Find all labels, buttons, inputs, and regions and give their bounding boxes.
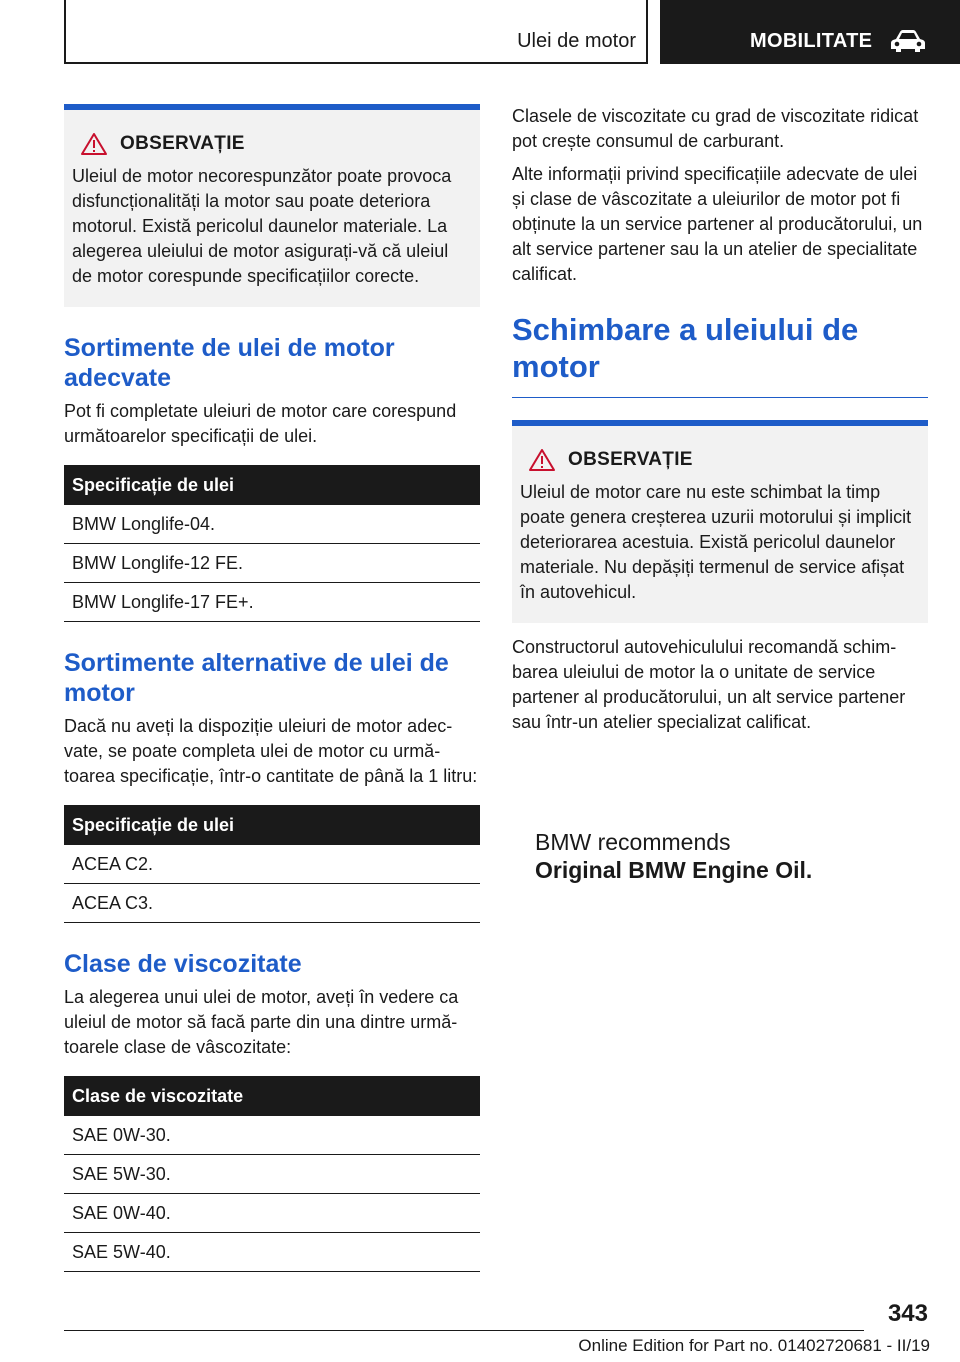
warning-box [512, 420, 928, 623]
table-header: Clase de viscozitate [64, 1076, 480, 1116]
header-chapter-title: MOBILITATE [750, 30, 873, 52]
footer-edition: Online Edition for Part no. 01402720681 - II/19 [578, 1336, 930, 1355]
car-icon [890, 28, 926, 54]
left-column [64, 104, 480, 1272]
table-cell: SAE 0W-40. [64, 1194, 480, 1233]
table-row [64, 1116, 480, 1155]
warning-body: Uleiul de motor necorespunzător poate provoca disfuncționalități la motor sau poate deteriora motorul. Există pericolul daunelor materiale. La alegerea uleiului de motor asigurați-vă că uleiul de motor corespunde specificațiilor corecte. [72, 166, 452, 286]
table-cell: BMW Longlife-12 FE. [64, 544, 480, 583]
viscosity-table [64, 1076, 480, 1272]
table-row [64, 544, 480, 583]
table-cell: SAE 5W-30. [64, 1155, 480, 1194]
viscosity-consumption-text: Clasele de viscozitate cu grad de viscozitate ridicat pot crește consumul de carburant. [512, 106, 919, 151]
suitable-oils-text: Pot fi completate uleiuri de motor care corespund următoarelor specificații de ulei. [64, 401, 457, 446]
right-column [512, 104, 928, 743]
table-cell: ACEA C3. [64, 884, 480, 923]
warning-title: OBSERVAȚIE [568, 449, 693, 470]
table-row [64, 583, 480, 622]
page-number: 343 [887, 1300, 928, 1327]
header-section-box [64, 0, 648, 64]
alternative-oils-table [64, 805, 480, 923]
warning-title: OBSERVAȚIE [120, 133, 245, 154]
table-cell: BMW Longlife-04. [64, 505, 480, 544]
header-chapter-box [660, 0, 960, 64]
warning-triangle-icon [80, 132, 108, 156]
table-header: Specificație de ulei [64, 465, 480, 505]
alternative-oils-text: Dacă nu aveți la dispoziție uleiuri de motor adecvate, se poate completa ulei de motor cu următoarea specificație, într-o cantitate de până la 1 litru: [64, 716, 478, 786]
promo-line-1: BMW recommends [535, 829, 731, 855]
table-header: Specificație de ulei [64, 805, 480, 845]
oil-change-heading: Schimbare a uleiului de motor [512, 311, 928, 398]
table-row [64, 1155, 480, 1194]
table-cell: SAE 5W-40. [64, 1233, 480, 1272]
warning-header [80, 132, 472, 156]
specifications-info-text: Alte informații privind specificațiile adecvate de ulei și clase de vâscozitate a uleiurilor de motor pot fi obținute la un service partener al producătorului, un alt service partener sau la un atelier de specialitate calificat. [512, 164, 923, 284]
alternative-oils-heading: Sortimente alternative de ulei de motor [64, 649, 449, 707]
warning-header [528, 448, 920, 472]
viscosity-text: La alegerea unui ulei de motor, aveți în vedere ca uleiul de motor să facă parte din una dintre următoarele clase de vâscozitate: [64, 987, 459, 1057]
table-cell: SAE 0W-30. [64, 1116, 480, 1155]
warning-body: Uleiul de motor care nu este schimbat la timp poate genera creșterea uzurii motorului și implicit deteriorarea acestuia. Există pericolul daunelor materiale. Nu depășiți termenul de service afișat în autovehicul. [520, 482, 912, 602]
table-cell: ACEA C2. [64, 845, 480, 884]
suitable-oils-heading: Sortimente de ulei de motor adecvate [64, 334, 395, 392]
footer-divider [64, 1330, 864, 1331]
table-cell: BMW Longlife-17 FE+. [64, 583, 480, 622]
table-row [64, 1194, 480, 1233]
warning-triangle-icon [528, 448, 556, 472]
header-section-title: Ulei de motor [517, 30, 636, 52]
promo-line-2: Original BMW Engine Oil. [535, 857, 813, 883]
table-row [64, 505, 480, 544]
table-row [64, 845, 480, 884]
bmw-oil-promo [535, 828, 812, 884]
viscosity-heading: Clase de viscozitate [64, 950, 302, 978]
table-row [64, 884, 480, 923]
oil-change-text: Constructorul autovehiculului recomandă schimbarea uleiului de motor la o unitate de service partener al producătorului, un alt service partener sau într-un atelier specializat calificat. [512, 637, 906, 732]
table-row [64, 1233, 480, 1272]
suitable-oils-table [64, 465, 480, 622]
warning-box [64, 104, 480, 307]
